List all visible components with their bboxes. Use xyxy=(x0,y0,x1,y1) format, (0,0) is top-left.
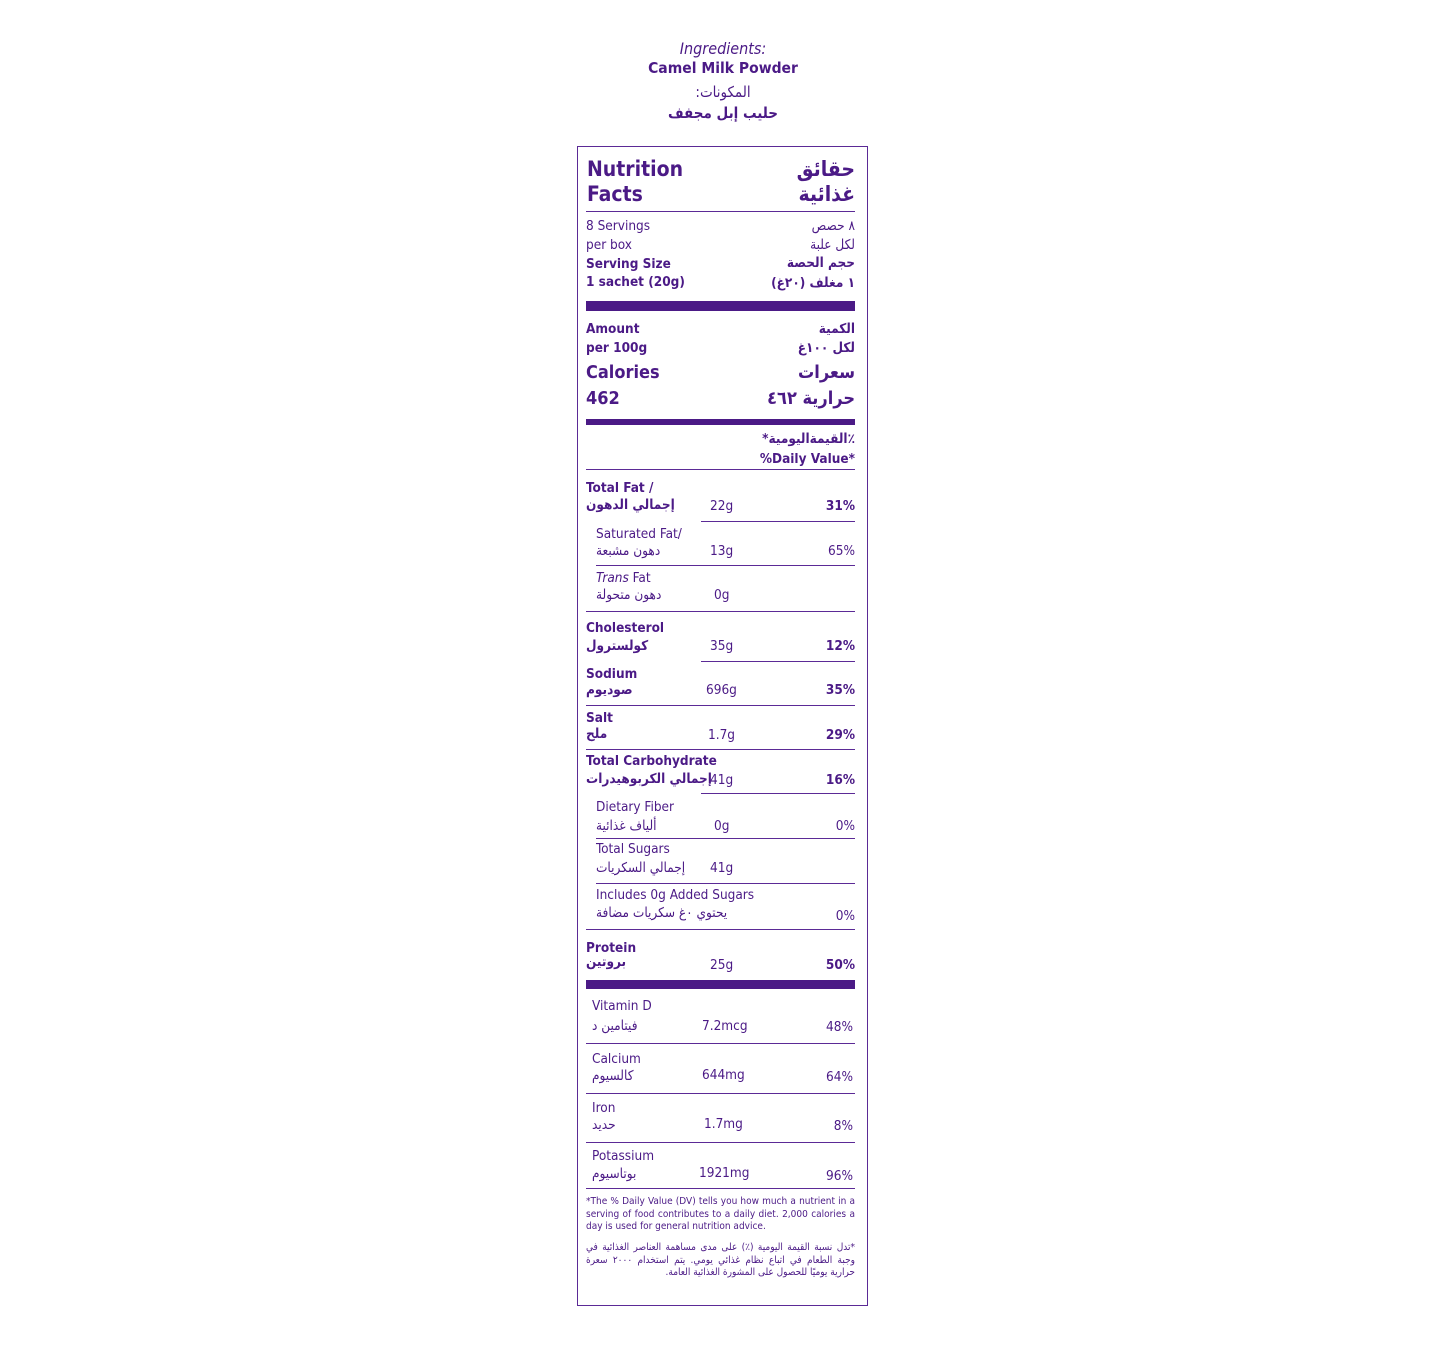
nutrient-amount: 41g xyxy=(710,860,734,876)
sachet-en: 1 sachet (20g) xyxy=(586,274,685,290)
nutrient-name-ar: بروتين xyxy=(586,954,627,970)
divider xyxy=(586,611,855,612)
row-divider xyxy=(701,521,855,522)
nutrient-dv: 50% xyxy=(825,957,855,973)
nutrient-name-en: Total Carbohydrate xyxy=(586,753,717,769)
ingredients-text-ar: حليب إبل مجفف xyxy=(667,103,779,122)
nutrient-name-en: Cholesterol xyxy=(586,620,665,636)
ingredients-title-ar: المكونات: xyxy=(695,82,751,101)
label-title-ar-1: حقائق xyxy=(796,157,855,181)
dv-header-ar: ٪القيمةاليومية* xyxy=(762,431,855,447)
nutrient-dv: 0% xyxy=(835,908,855,924)
nutrient-name-ar: إجمالي الدهون xyxy=(586,497,675,513)
label-title-en-1: Nutrition xyxy=(587,157,684,181)
vitamin-dv: 48% xyxy=(826,1019,853,1035)
divider xyxy=(586,929,855,930)
vitamin-name-ar: حديد xyxy=(592,1117,616,1133)
nutrient-amount: 25g xyxy=(710,957,734,973)
nutrient-amount: 35g xyxy=(710,638,734,654)
divider xyxy=(586,749,855,750)
vitamin-name-ar: فيتامين د xyxy=(592,1018,638,1034)
serving-size-ar: حجم الحصة xyxy=(786,255,855,271)
nutrient-name-ar: صوديوم xyxy=(586,682,633,698)
row-divider xyxy=(596,838,855,839)
divider xyxy=(586,1043,855,1044)
footnote-ar: *تدل نسبة القيمة اليومية (٪) على مدى مساهمة العناصر الغذائية في وجبة الطعام في اتباع نظام غذائي يومي. يتم استخدام ٢٠٠٠ سعرة حرارية يوميًا للحصول على المشورة الغذائية العامة. xyxy=(586,1242,855,1278)
nutrient-name-ar: يحتوي ٠غ سكريات مضافة xyxy=(596,905,728,921)
divider xyxy=(586,469,855,470)
nutrient-dv: 12% xyxy=(825,638,855,654)
dv-header-en: %Daily Value* xyxy=(759,451,855,467)
nutrient-name-en: Dietary Fiber xyxy=(596,799,674,815)
row-divider xyxy=(596,565,855,566)
nutrient-name-ar: ملح xyxy=(586,726,608,742)
vitamin-amount: 1.7mg xyxy=(704,1116,743,1132)
sachet-ar: ١ مغلف (٢٠غ) xyxy=(771,275,855,291)
calories-ar-value: حرارية ٤٦٢ xyxy=(767,388,855,409)
row-divider xyxy=(596,883,855,884)
serving-size-en: Serving Size xyxy=(586,256,671,272)
vitamin-dv: 8% xyxy=(833,1118,853,1134)
nutrient-name-en: Protein xyxy=(586,940,637,956)
fat-text: Fat xyxy=(628,570,651,586)
nutrient-amount: 0g xyxy=(714,818,730,834)
nutrition-facts-label xyxy=(577,146,868,1306)
calories-value: 462 xyxy=(586,388,620,409)
nutrient-amount: 41g xyxy=(710,772,734,788)
nutrient-amount: 0g xyxy=(714,587,730,603)
vitamin-name-en: Calcium xyxy=(592,1051,641,1067)
nutrient-amount: 1.7g xyxy=(708,727,736,743)
footnote-en: *The % Daily Value (DV) tells you how much a nutrient in a serving of food contributes to a daily diet. 2,000 calories a day is used for general nutrition advice. xyxy=(586,1196,855,1232)
nutrient-dv: 65% xyxy=(828,543,855,559)
vitamin-dv: 64% xyxy=(826,1069,853,1085)
row-divider xyxy=(701,793,855,794)
vitamin-name-ar: كالسيوم xyxy=(592,1068,634,1084)
medium-divider xyxy=(586,419,855,425)
nutrient-name-en: Sodium xyxy=(586,666,638,682)
nutrient-name-ar: إجمالي الكربوهيدرات xyxy=(586,771,712,787)
nutrient-name-en: Salt xyxy=(586,710,613,726)
ingredients-block xyxy=(578,41,868,121)
ingredients-text-en: Camel Milk Powder xyxy=(648,59,798,77)
nutrient-name-en: Saturated Fat/ xyxy=(596,526,682,542)
per-100g-ar: لكل ١٠٠غ xyxy=(797,340,855,356)
calories-ar: سعرات xyxy=(798,362,855,383)
divider xyxy=(586,1093,855,1094)
divider xyxy=(586,1142,855,1143)
nutrient-dv: 29% xyxy=(825,727,855,743)
nutrient-name-ar: كولسترول xyxy=(586,638,649,654)
nutrient-dv: 16% xyxy=(825,772,855,788)
label-title-ar-2: غذائية xyxy=(798,182,855,206)
ingredients-title-en: Ingredients: xyxy=(679,39,767,58)
per-box-en: per box xyxy=(586,237,632,253)
servings-en: 8 Servings xyxy=(586,218,651,234)
label-title-en-2: Facts xyxy=(587,182,643,206)
nutrient-name-en: Total Sugars xyxy=(596,841,670,857)
vitamin-dv: 96% xyxy=(826,1168,853,1184)
vitamin-amount: 644mg xyxy=(702,1067,745,1083)
divider xyxy=(586,705,855,706)
vitamin-name-en: Vitamin D xyxy=(592,998,652,1014)
per-box-ar: لكل علبة xyxy=(810,237,855,253)
nutrient-name-en: Total Fat / xyxy=(586,480,654,496)
trans-italic: Trans xyxy=(596,570,629,586)
thick-divider xyxy=(586,301,855,311)
divider xyxy=(586,1188,855,1189)
nutrient-amount: 696g xyxy=(706,682,737,698)
nutrient-name-en xyxy=(596,572,651,586)
nutrient-dv: 0% xyxy=(835,818,855,834)
nutrient-name-ar: ألياف غذائية xyxy=(596,818,657,834)
nutrient-dv: 35% xyxy=(825,682,855,698)
nutrient-name-ar: دهون مشبعة xyxy=(596,543,661,559)
nutrient-amount: 22g xyxy=(710,498,734,514)
row-divider xyxy=(701,661,855,662)
vitamin-name-en: Iron xyxy=(592,1100,616,1116)
divider xyxy=(586,211,855,212)
vitamin-amount: 7.2mcg xyxy=(702,1018,748,1034)
nutrient-name-ar: دهون متحولة xyxy=(596,587,662,603)
calories-en: Calories xyxy=(586,362,660,383)
thick-divider xyxy=(586,980,855,989)
amount-ar: الكمية xyxy=(818,321,855,337)
amount-en: Amount xyxy=(586,321,640,337)
servings-ar: ٨ حصص xyxy=(811,218,855,234)
nutrient-dv: 31% xyxy=(825,498,855,514)
vitamin-amount: 1921mg xyxy=(699,1165,750,1181)
nutrient-name-ar: إجمالي السكريات xyxy=(596,860,686,876)
nutrient-amount: 13g xyxy=(710,543,734,559)
nutrient-name-en: Includes 0g Added Sugars xyxy=(596,887,755,903)
vitamin-name-ar: بوتاسيوم xyxy=(592,1166,637,1182)
per-100g-en: per 100g xyxy=(586,340,648,356)
vitamin-name-en: Potassium xyxy=(592,1148,655,1164)
